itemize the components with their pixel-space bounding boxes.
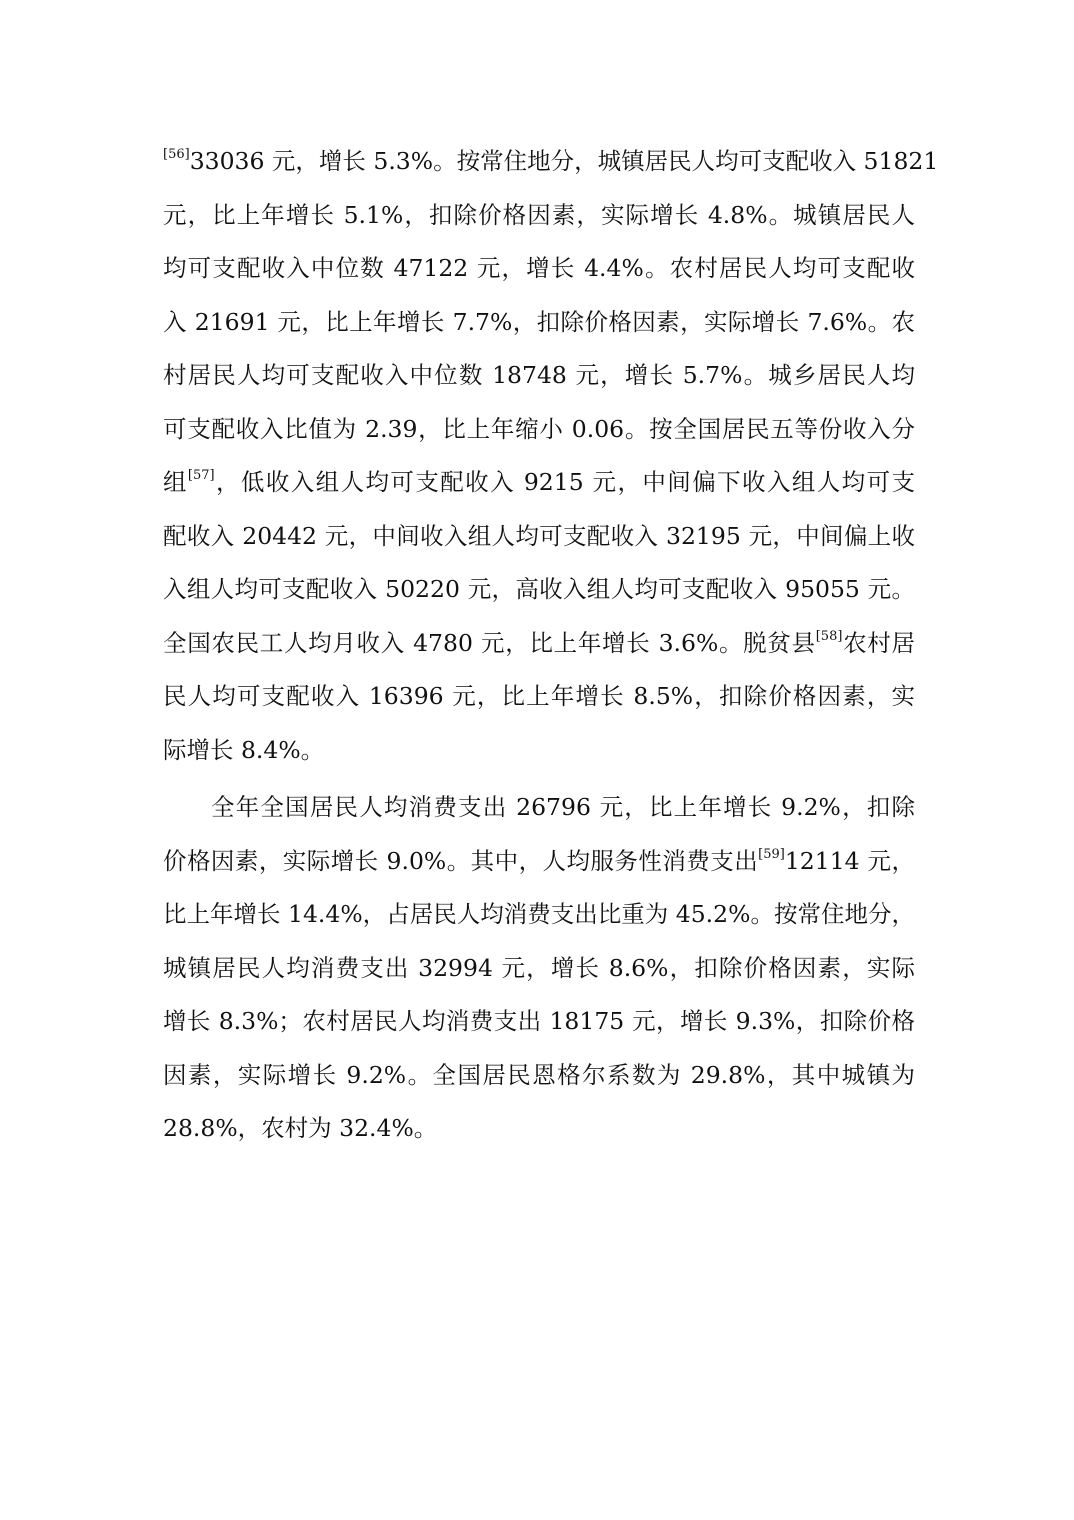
text-segment: 28.8%，农村为 32.4%。 xyxy=(163,1114,438,1142)
text-line xyxy=(163,1102,915,1156)
text-line xyxy=(163,510,915,564)
text-segment: 元，比上年增长 5.1%，扣除价格因素，实际增长 4.8%。城镇居民人 xyxy=(163,200,915,229)
text-line xyxy=(163,563,915,617)
text-segment: 比上年增长 14.4%，占居民人均消费支出比重为 45.2%。按常住地分， xyxy=(163,900,915,928)
text-line xyxy=(163,242,915,296)
text-segment: 可支配收入比值为 2.39，比上年缩小 0.06。按全国居民五等份收入分 xyxy=(163,414,915,443)
footnote-ref: [57] xyxy=(187,468,215,484)
text-line xyxy=(163,724,915,778)
text-segment: 组 xyxy=(163,468,188,496)
text-line xyxy=(163,403,915,457)
paragraph xyxy=(163,781,915,1156)
text-segment: 际增长 8.4%。 xyxy=(163,735,325,764)
text-segment: 配收入 20442 元，中间收入组人均可支配收入 32195 元，中间偏上收 xyxy=(163,521,915,550)
text-line xyxy=(163,942,915,996)
text-line xyxy=(163,670,915,724)
text-segment: 价格因素，实际增长 9.0%。其中，人均服务性消费支出 xyxy=(163,846,759,875)
text-segment: 全国农民工人均月收入 4780 元，比上年增长 3.6%。脱贫县 xyxy=(163,628,816,657)
text-segment: 入组人均可支配收入 50220 元，高收入组人均可支配收入 95055 元。 xyxy=(163,575,915,603)
text-line xyxy=(163,349,915,403)
text-segment: 农村居 xyxy=(842,628,915,657)
text-line xyxy=(163,135,939,189)
text-segment: 33036 元，增长 5.3%。按常住地分，城镇居民人均可支配收入 51821 xyxy=(189,147,939,175)
text-segment: 均可支配收入中位数 47122 元，增长 4.4%。农村居民人均可支配收 xyxy=(163,254,915,282)
text-line xyxy=(163,1049,915,1103)
text-line xyxy=(163,189,915,243)
footnote-ref: [58] xyxy=(815,628,843,644)
paragraph xyxy=(163,135,939,777)
footnote-ref: [56] xyxy=(163,147,190,163)
text-segment: 城镇居民人均消费支出 32994 元，增长 8.6%，扣除价格因素，实际 xyxy=(163,953,915,982)
text-segment: 全年全国居民人均消费支出 26796 元，比上年增长 9.2%，扣除 xyxy=(211,793,915,821)
text-line xyxy=(163,835,915,889)
text-line xyxy=(163,888,915,942)
text-segment: 增长 8.3%；农村居民人均消费支出 18175 元，增长 9.3%，扣除价格 xyxy=(163,1007,915,1035)
text-line xyxy=(163,296,915,350)
text-segment: ，低收入组人均可支配收入 9215 元，中间偏下收入组人均可支 xyxy=(214,468,916,496)
text-line xyxy=(163,617,915,671)
text-line xyxy=(163,995,915,1049)
text-segment: 入 21691 元，比上年增长 7.7%，扣除价格因素，实际增长 7.6%。农 xyxy=(163,307,915,336)
text-segment: 民人均可支配收入 16396 元，比上年增长 8.5%，扣除价格因素，实 xyxy=(163,682,915,710)
document-body xyxy=(163,135,939,1156)
text-segment: 12114 元， xyxy=(784,846,916,875)
footnote-ref: [59] xyxy=(758,846,785,862)
text-segment: 因素，实际增长 9.2%。全国居民恩格尔系数为 29.8%，其中城镇为 xyxy=(163,1060,915,1089)
text-segment: 村居民人均可支配收入中位数 18748 元，增长 5.7%。城乡居民人均 xyxy=(163,361,915,389)
text-line xyxy=(163,456,915,510)
text-line xyxy=(163,781,915,835)
